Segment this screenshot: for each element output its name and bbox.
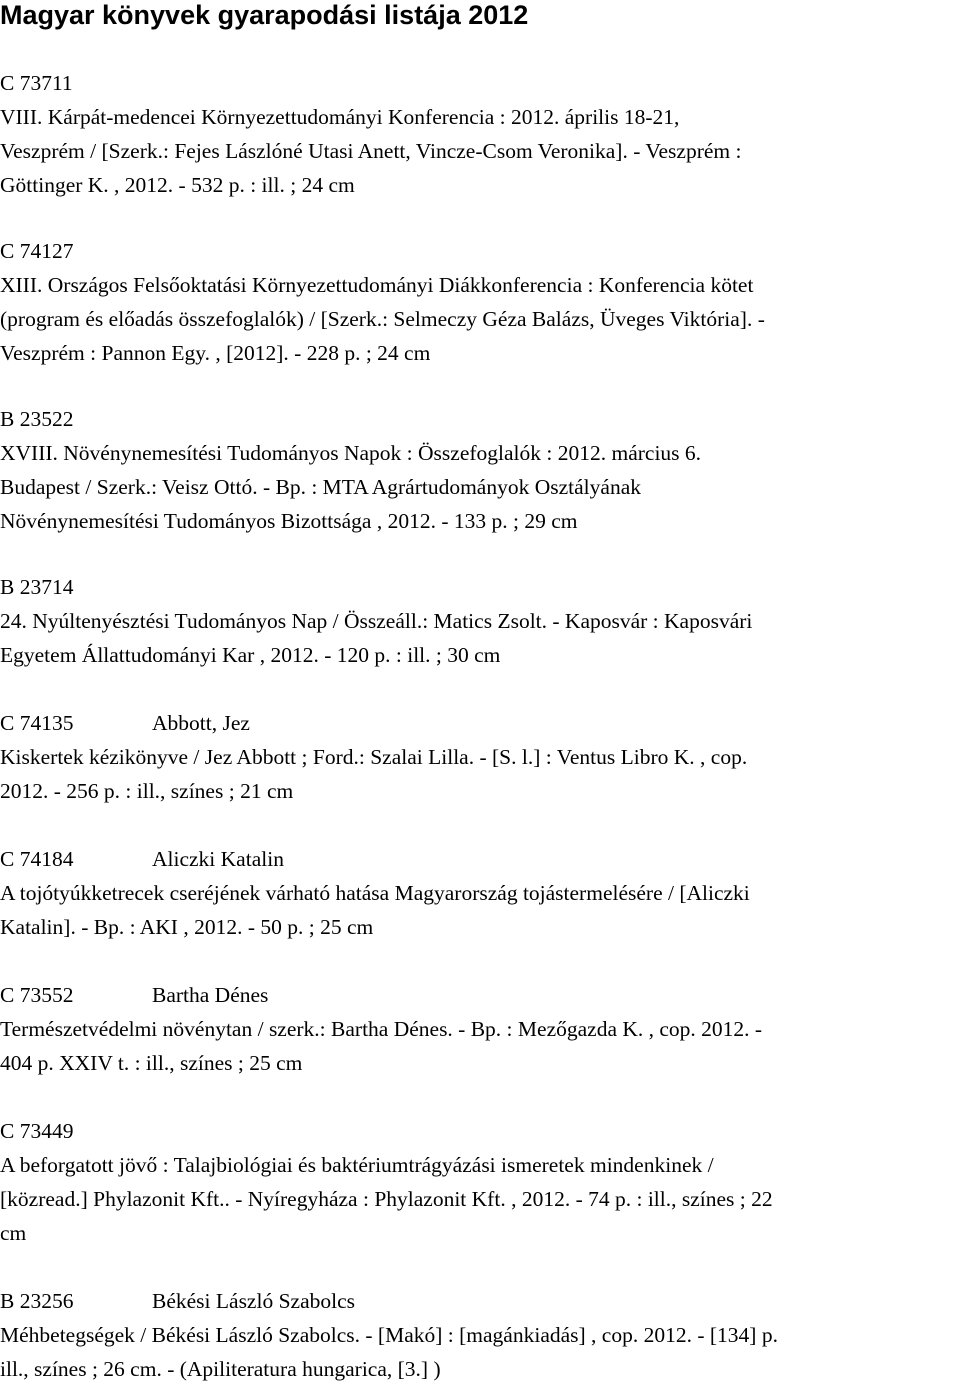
entry-header	[0, 842, 958, 876]
call-number: C 73552	[0, 983, 74, 1007]
entry-author: Békési László Szabolcs	[152, 1289, 356, 1313]
description-line: XIII. Országos Felsőoktatási Környezettudományi Diákkonferencia : Konferencia kötet	[0, 273, 754, 297]
call-number: C 74184	[0, 847, 74, 871]
entry-description	[0, 1148, 958, 1250]
entry-description	[0, 1012, 958, 1080]
call-number: C 74135	[0, 711, 74, 735]
description-line: VIII. Kárpát-medencei Környezettudományi Konferencia : 2012. április 18-21,	[0, 105, 680, 129]
call-number: B 23522	[0, 407, 74, 431]
description-line: Egyetem Állattudományi Kar , 2012. - 120 p. : ill. ; 30 cm	[0, 643, 501, 667]
entry-header	[0, 66, 958, 100]
entry-description	[0, 604, 958, 672]
entry-author: Abbott, Jez	[152, 711, 250, 735]
catalog-entry	[0, 978, 958, 1080]
catalog-entry	[0, 234, 958, 370]
description-line: Göttinger K. , 2012. - 532 p. : ill. ; 24 cm	[0, 173, 355, 197]
description-line: 24. Nyúltenyésztési Tudományos Nap / Összeáll.: Matics Zsolt. - Kaposvár : Kaposvári	[0, 609, 753, 633]
description-line: XVIII. Növénynemesítési Tudományos Napok : Összefoglalók : 2012. március 6.	[0, 441, 702, 465]
catalog-entry	[0, 706, 958, 808]
catalog-entry	[0, 1284, 958, 1386]
call-number: C 73711	[0, 71, 73, 95]
description-line: Méhbetegségek / Békési László Szabolcs. - [Makó] : [magánkiadás] , cop. 2012. - [134] p.	[0, 1323, 778, 1347]
entry-header	[0, 1284, 958, 1318]
entry-description	[0, 436, 958, 538]
description-line: Budapest / Szerk.: Veisz Ottó. - Bp. : MTA Agrártudományok Osztályának	[0, 475, 641, 499]
page-title: Magyar könyvek gyarapodási listája 2012	[0, 0, 529, 30]
entry-header	[0, 706, 958, 740]
description-line: Veszprém : Pannon Egy. , [2012]. - 228 p. ; 24 cm	[0, 341, 431, 365]
catalog-entry	[0, 842, 958, 944]
catalog-entry	[0, 66, 958, 202]
description-line: A tojótyúkketrecek cseréjének várható hatása Magyarország tojástermelésére / [Aliczki	[0, 881, 750, 905]
description-line: cm	[0, 1221, 27, 1245]
entry-author: Aliczki Katalin	[152, 847, 284, 871]
description-line: 404 p. XXIV t. : ill., színes ; 25 cm	[0, 1051, 303, 1075]
entry-description	[0, 100, 958, 202]
description-line: Veszprém / [Szerk.: Fejes Lászlóné Utasi Anett, Vincze-Csom Veronika]. - Veszprém :	[0, 139, 742, 163]
entry-description	[0, 1318, 958, 1386]
entry-description	[0, 268, 958, 370]
description-line: A beforgatott jövő : Talajbiológiai és baktériumtrágyázási ismeretek mindenkinek /	[0, 1153, 714, 1177]
call-number: C 74127	[0, 239, 74, 263]
description-line: Katalin]. - Bp. : AKI , 2012. - 50 p. ; 25 cm	[0, 915, 374, 939]
description-line: 2012. - 256 p. : ill., színes ; 21 cm	[0, 779, 294, 803]
description-line: Kiskertek kézikönyve / Jez Abbott ; Ford.: Szalai Lilla. - [S. l.] : Ventus Libro K. , cop.	[0, 745, 748, 769]
call-number: C 73449	[0, 1119, 74, 1143]
entry-header	[0, 1114, 958, 1148]
description-line: Természetvédelmi növénytan / szerk.: Bartha Dénes. - Bp. : Mezőgazda K. , cop. 2012. -	[0, 1017, 763, 1041]
entry-description	[0, 876, 958, 944]
entry-header	[0, 978, 958, 1012]
catalog-entry	[0, 570, 958, 672]
description-line: (program és előadás összefoglalók) / [Szerk.: Selmeczy Géza Balázs, Üveges Viktória]. -	[0, 307, 765, 331]
call-number: B 23714	[0, 575, 74, 599]
entry-header	[0, 570, 958, 604]
entry-author: Bartha Dénes	[152, 983, 269, 1007]
description-line: ill., színes ; 26 cm. - (Apiliteratura hungarica, [3.] )	[0, 1357, 441, 1381]
entry-header	[0, 402, 958, 436]
catalog-entry	[0, 402, 958, 538]
entry-description	[0, 740, 958, 808]
call-number: B 23256	[0, 1289, 74, 1313]
description-line: [közread.] Phylazonit Kft.. - Nyíregyháza : Phylazonit Kft. , 2012. - 74 p. : ill., színes ; 22	[0, 1187, 773, 1211]
description-line: Növénynemesítési Tudományos Bizottsága , 2012. - 133 p. ; 29 cm	[0, 509, 578, 533]
catalog-entry	[0, 1114, 958, 1250]
entry-header	[0, 234, 958, 268]
